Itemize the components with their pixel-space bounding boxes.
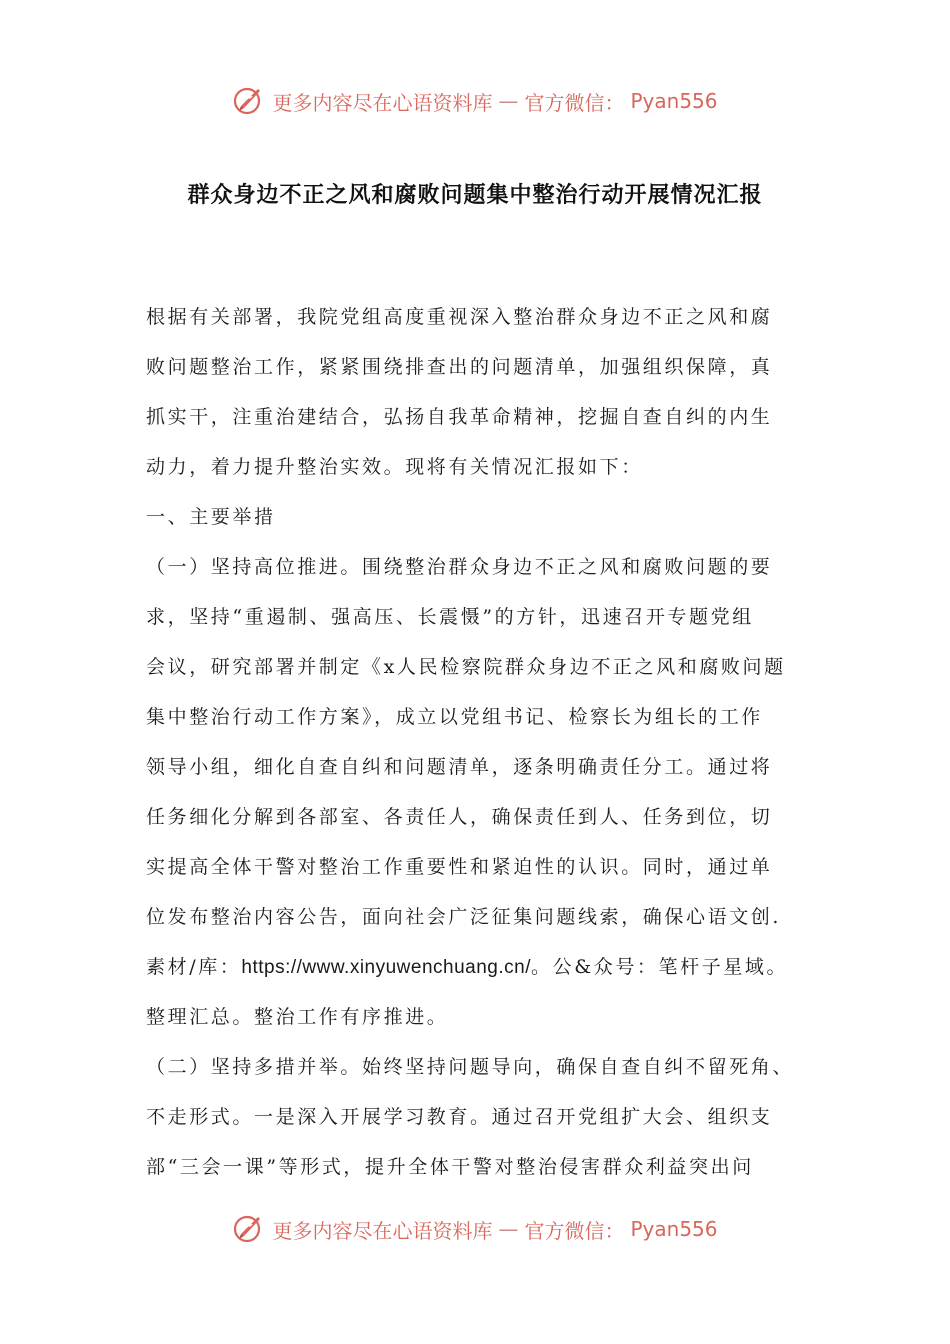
watermark-separator: — [498, 1217, 519, 1241]
body-line: 部“三会一课”等形式，提升全体干警对整治侵害群众利益突出问 [146, 1156, 754, 1178]
line-prefix: 素材/库： [146, 956, 242, 978]
body-line: 集中整治行动工作方案》，成立以党组书记、检察长为组长的工作 [146, 706, 763, 728]
body-line: 败问题整治工作，紧紧围绕排查出的问题清单，加强组织保障，真 [146, 356, 773, 378]
document-title: 群众身边不正之风和腐败问题集中整治行动开展情况汇报 [187, 183, 763, 208]
footer-watermark [0, 1212, 950, 1246]
watermark-label: 官方微信： [524, 90, 625, 115]
line-suffix: 。公&众号：笔杆子星域。 [531, 956, 789, 978]
watermark-text: 更多内容尽在心语资料库 [272, 1218, 493, 1243]
body-line-with-url [146, 942, 806, 992]
section-heading: 一、主要举措 [146, 506, 276, 528]
body-line: 会议，研究部署并制定《x人民检察院群众身边不正之风和腐败问题 [146, 656, 786, 678]
body-line: 求，坚持“重遏制、强高压、长震慑”的方针，迅速召开专题党组 [146, 606, 754, 628]
body-line: （一）坚持高位推进。围绕整治群众身边不正之风和腐败问题的要 [146, 556, 773, 578]
body-line: 实提高全体干警对整治工作重要性和紧迫性的认识。同时，通过单 [146, 856, 773, 878]
body-line: 位发布整治内容公告，面向社会广泛征集问题线索，确保心语文创. [146, 906, 782, 928]
body-line: 整理汇总。整治工作有序推进。 [146, 1006, 449, 1028]
body-line: 动力，着力提升整治实效。现将有关情况汇报如下： [146, 456, 643, 478]
watermark-separator: — [498, 89, 519, 113]
source-url: https://www.xinyuwenchuang.cn/ [241, 957, 531, 978]
watermark-label: 官方微信： [524, 1218, 625, 1243]
quill-logo-icon [232, 1212, 266, 1246]
body-line: 根据有关部署，我院党组高度重视深入整治群众身边不正之风和腐 [146, 306, 773, 328]
body-line: 不走形式。一是深入开展学习教育。通过召开党组扩大会、组织支 [146, 1106, 773, 1128]
document-body [146, 292, 806, 1192]
body-line: 任务细化分解到各部室、各责任人，确保责任到人、任务到位，切 [146, 806, 773, 828]
watermark-id: Pyan556 [630, 89, 718, 113]
body-line: 领导小组，细化自查自纠和问题清单，逐条明确责任分工。通过将 [146, 756, 773, 778]
body-line: （二）坚持多措并举。始终坚持问题导向，确保自查自纠不留死角、 [146, 1056, 795, 1078]
watermark-id: Pyan556 [630, 1217, 718, 1241]
header-watermark [0, 84, 950, 118]
watermark-text: 更多内容尽在心语资料库 [272, 90, 493, 115]
quill-logo-icon [232, 84, 266, 118]
body-line: 抓实干，注重治建结合，弘扬自我革命精神，挖掘自查自纠的内生 [146, 406, 773, 428]
